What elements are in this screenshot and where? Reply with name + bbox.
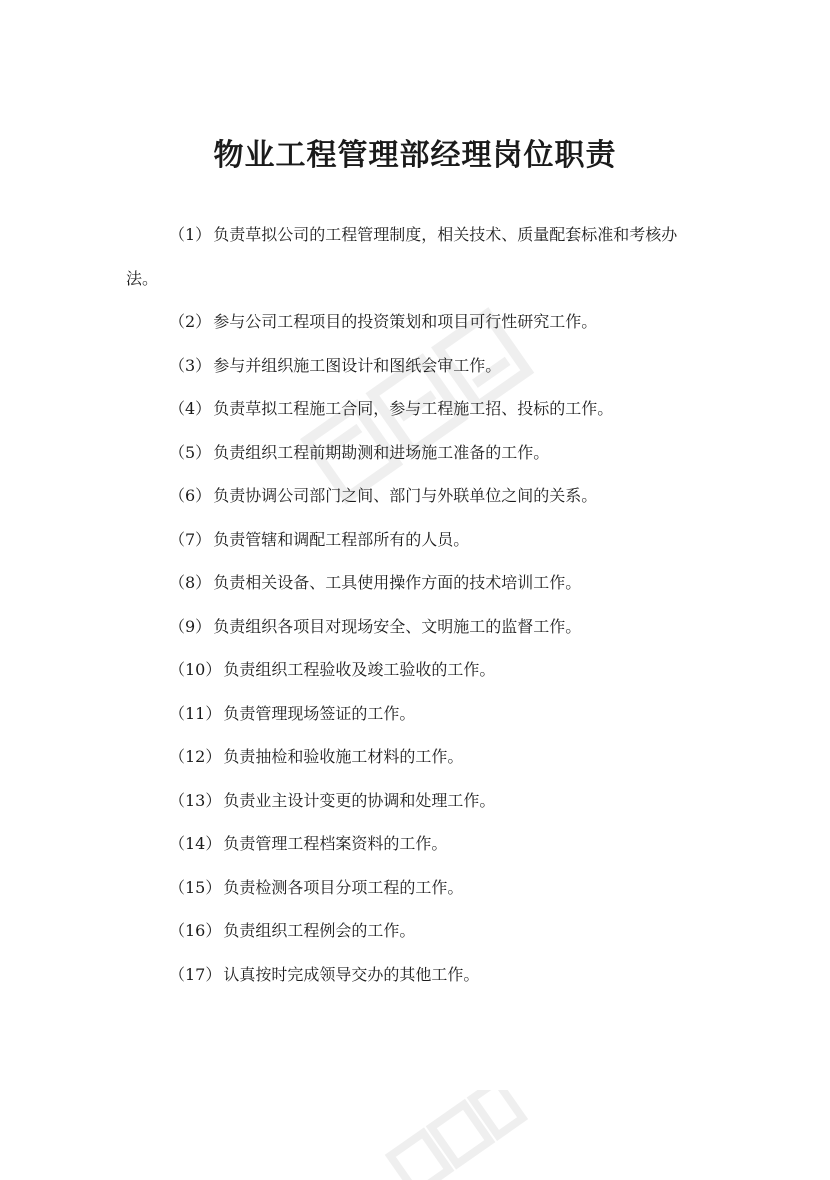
list-item	[126, 605, 696, 649]
item-text: 负责管理工程档案资料的工作。	[223, 834, 448, 853]
page-title: 物业工程管理部经理岗位职责	[213, 138, 617, 174]
item-text: 负责草拟公司的工程管理制度，相关技术、质量配套标准和考核办法。	[126, 225, 678, 288]
list-item	[126, 561, 696, 605]
list-item	[126, 953, 696, 997]
list-item	[126, 822, 696, 866]
item-text: 负责相关设备、工具使用操作方面的技术培训工作。	[213, 573, 582, 592]
item-text: 认真按时完成领导交办的其他工作。	[223, 964, 480, 984]
list-item	[126, 692, 696, 736]
item-number: （8）	[169, 573, 212, 592]
list-item	[126, 866, 696, 910]
item-text: 负责组织工程验收及竣工验收的工作。	[223, 660, 496, 679]
list-item	[126, 735, 696, 779]
item-number: （15）	[169, 877, 222, 897]
item-number: （6）	[169, 486, 212, 505]
list-item	[126, 213, 696, 300]
item-text: 负责检测各项目分项工程的工作。	[223, 877, 464, 897]
item-number: （9）	[169, 616, 212, 636]
list-item	[126, 474, 696, 518]
list-item	[126, 387, 696, 431]
list-item	[126, 909, 696, 953]
list-item	[126, 779, 696, 823]
list-item	[126, 300, 696, 344]
item-number: （12）	[169, 747, 222, 766]
item-number: （4）	[169, 399, 212, 418]
item-number: （13）	[169, 790, 222, 810]
list-item	[126, 431, 696, 475]
item-text: 负责协调公司部门之间、部门与外联单位之间的关系。	[213, 486, 598, 505]
item-number: （16）	[169, 921, 222, 940]
item-text: 负责抽检和验收施工材料的工作。	[223, 747, 464, 766]
item-number: （10）	[169, 660, 222, 679]
item-number: （11）	[169, 703, 222, 723]
item-text: 参与并组织施工图设计和图纸会审工作。	[213, 355, 502, 375]
item-number: （5）	[169, 442, 212, 462]
item-number: （14）	[169, 834, 222, 853]
list-item	[126, 648, 696, 692]
item-text: 负责草拟工程施工合同，参与工程施工招、投标的工作。	[213, 399, 614, 418]
item-text: 负责管理现场签证的工作。	[223, 703, 416, 723]
list-item	[126, 344, 696, 388]
item-number: （7）	[169, 529, 212, 549]
item-text: 负责管辖和调配工程部所有的人员。	[213, 529, 470, 549]
list-item	[126, 518, 696, 562]
item-number: （2）	[169, 312, 212, 331]
item-text: 参与公司工程项目的投资策划和项目可行性研究工作。	[213, 312, 598, 331]
item-number: （1）	[169, 225, 212, 244]
duty-list	[126, 213, 696, 996]
watermark-graphic-bottom	[380, 1090, 530, 1180]
item-number: （17）	[169, 964, 222, 984]
item-text: 负责组织各项目对现场安全、文明施工的监督工作。	[213, 616, 582, 636]
item-text: 负责组织工程例会的工作。	[223, 921, 416, 940]
item-number: （3）	[169, 355, 212, 375]
item-text: 负责组织工程前期勘测和进场施工准备的工作。	[213, 442, 550, 462]
item-text: 负责业主设计变更的协调和处理工作。	[223, 790, 496, 810]
